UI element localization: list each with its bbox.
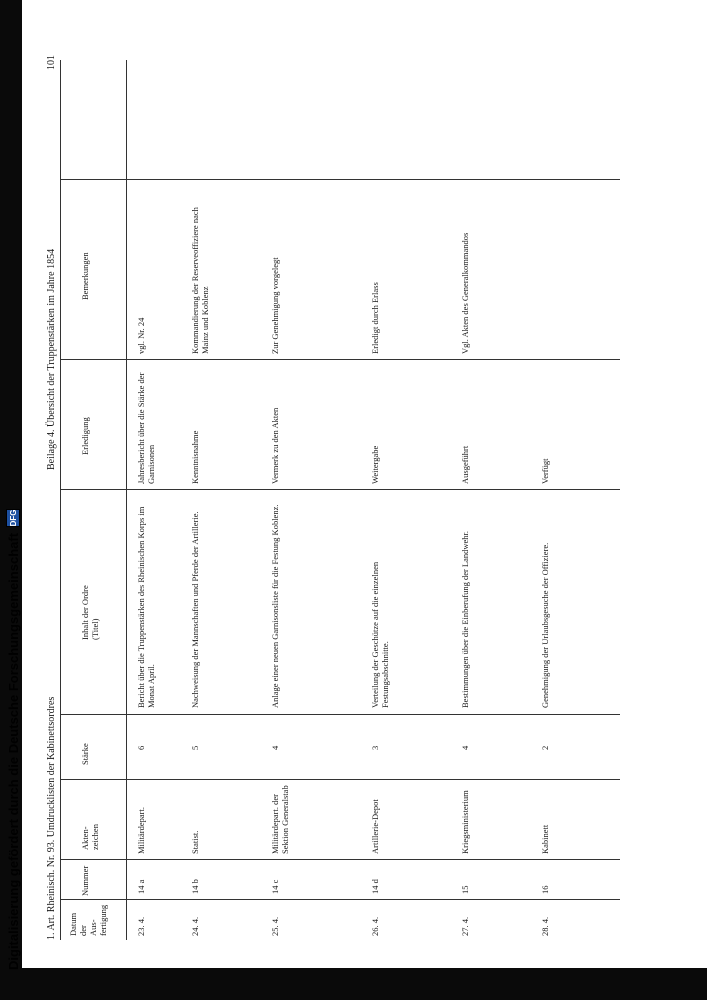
scan-border-bottom	[0, 968, 707, 1000]
cell-erledigung: Verfügt	[540, 458, 550, 484]
cell-bemerkungen: Kommandierung der Reserveoffiziere nach Mainz und Koblenz	[190, 207, 210, 354]
rotated-document-page	[40, 40, 680, 940]
cell-bemerkungen: Erledigt durch Erlass	[370, 282, 380, 354]
cell-akten: Militärdepart.	[136, 807, 146, 854]
header-bemerkungen: Bemerkungen	[80, 252, 90, 300]
header-rule	[126, 60, 127, 940]
cell-akten: Kriegsministerium	[460, 790, 470, 854]
cell-nummer: 15	[460, 885, 470, 894]
col-rule	[60, 779, 620, 780]
cell-erledigung: Jahresbericht über die Stärke der Garnisonen	[136, 372, 156, 484]
cell-nummer: 14 a	[136, 879, 146, 894]
page-number: 101	[46, 55, 57, 70]
cell-akten: Artillerie-Depot	[370, 799, 380, 854]
cell-akten: Militärdepart. der Sektion Generalstab	[270, 785, 290, 854]
cell-inhalt: Anlage einer neuen Garnisonsliste für die Festung Koblenz.	[270, 504, 280, 708]
cell-nummer: 16	[540, 885, 550, 894]
cell-inhalt: Nachweisung der Mannschaften und Pferde der Artillerie.	[190, 511, 200, 708]
top-rule	[60, 60, 61, 940]
cell-akten: Statist.	[190, 830, 200, 854]
cell-inhalt: Genehmigung der Urlaubsgesuche der Offiziere.	[540, 542, 550, 708]
cell-nummer: 14 d	[370, 879, 380, 894]
cell-datum: 28. 4.	[540, 916, 550, 936]
cell-nummer: 14 b	[190, 879, 200, 894]
col-rule	[60, 489, 620, 490]
footer-text: Digitalisierung gefördert durch die Deutsche Forschungsgemeinschaft	[5, 532, 21, 970]
cell-staerke: 2	[540, 745, 550, 750]
cell-staerke: 4	[460, 745, 470, 750]
cell-datum: 27. 4.	[460, 916, 470, 936]
header-inhalt: Inhalt der Ordre (Titel)	[80, 585, 100, 640]
cell-staerke: 4	[270, 745, 280, 750]
header-nummer: Nummer	[80, 865, 90, 896]
cell-erledigung: Kenntnisnahme	[190, 430, 200, 484]
cell-datum: 26. 4.	[370, 916, 380, 936]
cell-akten: Kabinett	[540, 824, 550, 854]
header-staerke: Stärke	[80, 743, 90, 765]
cell-erledigung: Ausgeführt	[460, 445, 470, 484]
cell-datum: 24. 4.	[190, 916, 200, 936]
col-rule	[60, 714, 620, 715]
cell-bemerkungen: Vgl. Akten des Generalkommandos	[460, 232, 470, 354]
cell-datum: 23. 4.	[136, 916, 146, 936]
cell-staerke: 3	[370, 745, 380, 750]
cell-bemerkungen: vgl. Nr. 24	[136, 317, 146, 354]
cell-nummer: 14 c	[270, 879, 280, 894]
col-rule	[60, 899, 620, 900]
cell-inhalt: Verteilung der Geschütze auf die einzelnen Festungsabschnitte.	[370, 561, 390, 708]
col-rule	[60, 859, 620, 860]
header-erledigung: Erledigung	[80, 417, 90, 455]
col-rule	[60, 179, 620, 180]
cell-staerke: 6	[136, 745, 146, 750]
cell-inhalt: Bestimmungen über die Einberufung der Landwehr.	[460, 530, 470, 708]
cell-erledigung: Vermerk zu den Akten	[270, 407, 280, 484]
left-running-head: 1. Art. Rheinisch. Nr. 93. Umdrucklisten der Kabinettsordres	[46, 696, 57, 940]
cell-staerke: 5	[190, 745, 200, 750]
cell-datum: 25. 4.	[270, 916, 280, 936]
col-rule	[60, 359, 620, 360]
header-datum: Datum der Aus- fertigung	[68, 904, 108, 936]
dfg-logo-icon: DFG	[6, 509, 20, 527]
dfg-footer	[2, 509, 24, 970]
cell-inhalt: Bericht über die Truppenstärken des Rheinischen Korps im Monat April.	[136, 506, 156, 708]
cell-erledigung: Weitergabe	[370, 445, 380, 484]
header-aktenzeichen: Akten- zeichen	[80, 824, 100, 850]
cell-bemerkungen: Zur Genehmigung vorgelegt	[270, 257, 280, 354]
right-running-head: Beilage 4. Übersicht der Truppenstärken im Jahre 1854	[46, 248, 57, 470]
